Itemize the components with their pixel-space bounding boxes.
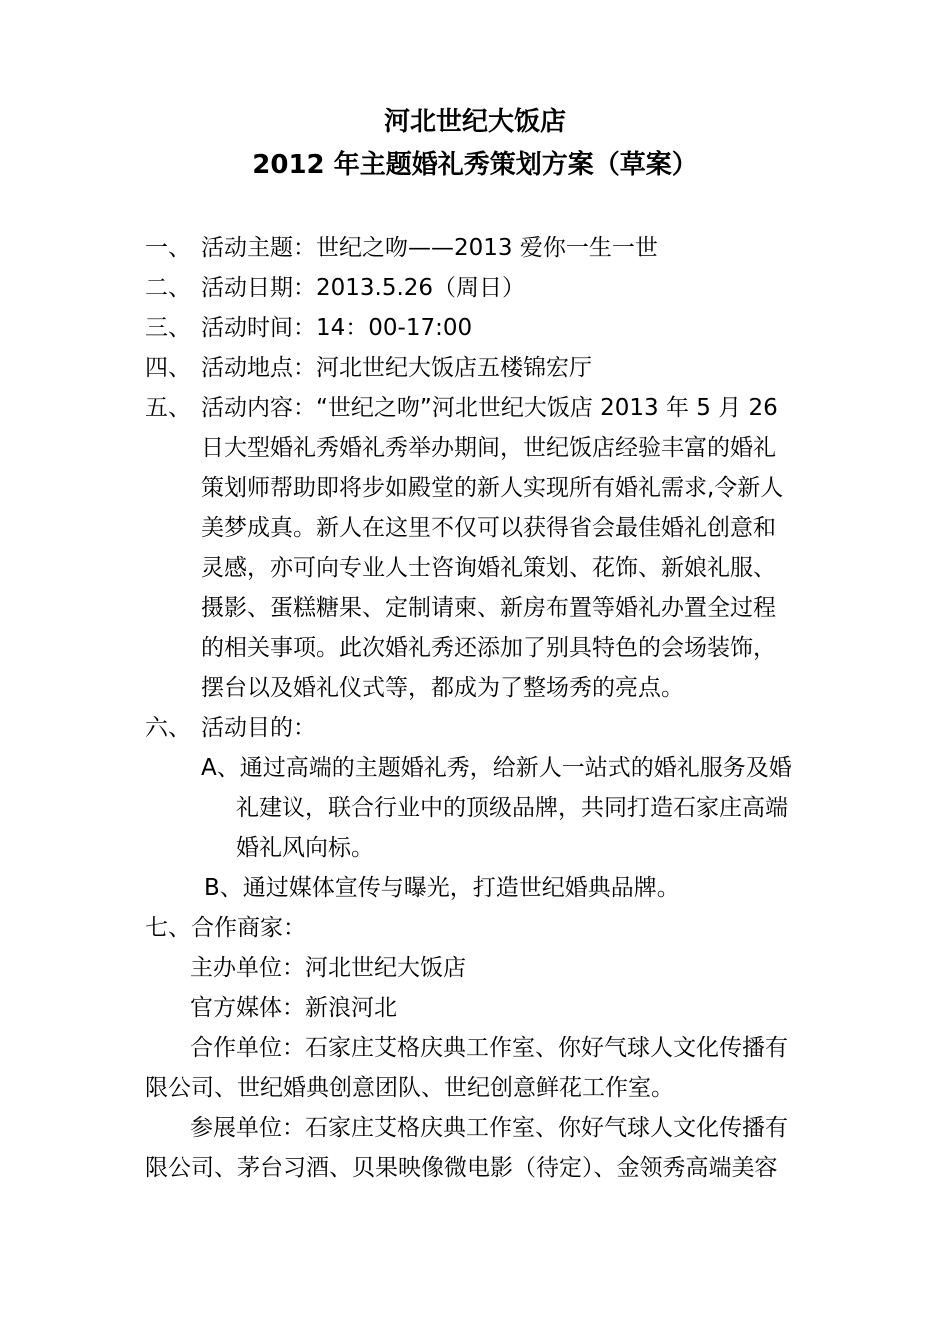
section-number: 二、 <box>145 275 191 301</box>
section-location: 活动地点：河北世纪大饭店五楼锦宏厅 <box>201 355 592 381</box>
partner-coop-line: 合作单位：石家庄艾格庆典工作室、你好气球人文化传播有 <box>190 1035 788 1061</box>
goal-b-line: B、通过媒体宣传与曝光，打造世纪婚典品牌。 <box>204 875 680 901</box>
section-content-line: 摆台以及婚礼仪式等，都成为了整场秀的亮点。 <box>201 675 684 701</box>
section-time: 活动时间：14：00-17:00 <box>201 315 473 341</box>
goal-a-line: 礼建议，联合行业中的顶级品牌，共同打造石家庄高端 <box>236 795 788 821</box>
partner-coop-line: 限公司、世纪婚典创意团队、世纪创意鲜花工作室。 <box>145 1075 674 1101</box>
document-subtitle: 2012 年主题婚礼秀策划方案（草案） <box>252 150 698 180</box>
goal-a-line: A、通过高端的主题婚礼秀，给新人一站式的婚礼服务及婚 <box>201 755 792 781</box>
section-date: 活动日期：2013.5.26（周日） <box>201 275 526 301</box>
section-number: 五、 <box>145 395 191 421</box>
section-number: 一、 <box>145 235 191 261</box>
section-number: 六、 <box>145 715 191 741</box>
document-title: 河北世纪大饭店 <box>383 107 566 137</box>
section-content-line: 活动内容：“世纪之吻”河北世纪大饭店 2013 年 5 月 26 <box>201 395 778 421</box>
section-number: 三、 <box>145 315 191 341</box>
partner-exhibitor-line: 限公司、茅台习酒、贝果映像微电影（待定）、金领秀高端美容 <box>145 1155 778 1181</box>
section-goals-heading: 活动目的： <box>201 715 316 741</box>
partner-exhibitor-line: 参展单位：石家庄艾格庆典工作室、你好气球人文化传播有 <box>190 1115 788 1141</box>
partners-heading: 七、合作商家： <box>145 915 306 941</box>
goal-a-line: 婚礼风向标。 <box>236 835 374 861</box>
section-theme: 活动主题：世纪之吻——2013 爱你一生一世 <box>201 235 658 261</box>
section-content-line: 美梦成真。新人在这里不仅可以获得省会最佳婚礼创意和 <box>201 515 776 541</box>
section-content-line: 灵感，亦可向专业人士咨询婚礼策划、花饰、新娘礼服、 <box>201 555 776 581</box>
section-content-line: 摄影、蛋糕糖果、定制请柬、新房布置等婚礼办置全过程 <box>201 595 776 621</box>
section-content-line: 的相关事项。此次婚礼秀还添加了别具特色的会场装饰， <box>201 635 776 661</box>
section-number: 四、 <box>145 355 191 381</box>
partner-host: 主办单位：河北世纪大饭店 <box>190 955 466 981</box>
section-content-line: 日大型婚礼秀婚礼秀举办期间，世纪饭店经验丰富的婚礼 <box>201 435 776 461</box>
section-content-line: 策划师帮助即将步如殿堂的新人实现所有婚礼需求,令新人 <box>201 475 784 501</box>
partner-media: 官方媒体：新浪河北 <box>190 995 397 1021</box>
